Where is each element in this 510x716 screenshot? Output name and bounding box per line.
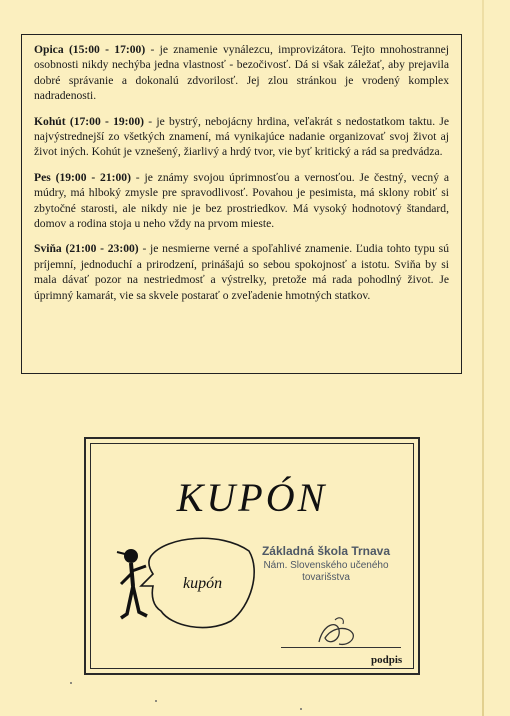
entry-kohut: [34, 114, 449, 160]
entry-time: (17:00 - 19:00): [69, 114, 144, 128]
school-stamp: [251, 544, 401, 584]
speck: [155, 700, 157, 702]
entry-text: - je známy svojou úprimnosťou a vernosťou. Je čestný, vecný a múdry, má hlboký zmysle pre spravodlivosť. Povahou je pesimista, má sklony robiť si zbytočné starosti, ale nikdy nie je bez prostriedkov. Má vysoký hodnotový štandard, domov a rodina stoja u neho vždy na prvom mieste.: [34, 170, 449, 231]
school-address: Nám. Slovenského učeného tovarišstva: [263, 560, 389, 583]
boy-with-speech-bubble-illustration: [111, 526, 261, 636]
speech-bubble-text: kupón: [183, 575, 223, 592]
entry-opica: [34, 42, 449, 104]
entry-name: Sviňa: [34, 242, 62, 256]
signature-line: [281, 647, 401, 648]
entry-text: - je znamenie vynálezcu, improvizátora. Tejto mnohostrannej osobnosti nikdy nechýba jedna vlastnosť - bezočivosť. Dá si však záležať, aby prejavila dobré správanie a dokonalú zdvorilosť. Jej zlou stránkou je vrodený komplex nadradenosti.: [34, 43, 449, 103]
signature-label: podpis: [371, 654, 403, 666]
entry-time: (21:00 - 23:00): [65, 242, 139, 256]
speck: [70, 682, 72, 684]
entry-name: Pes: [34, 170, 51, 184]
entry-name: Kohút: [34, 114, 66, 128]
entry-pes: [34, 170, 449, 232]
entry-time: (19:00 - 21:00): [55, 170, 131, 184]
school-name: Základná škola Trnava: [261, 544, 391, 558]
handwritten-signature: [309, 612, 369, 652]
horoscope-text-box: [21, 34, 462, 374]
entry-text: - je bystrý, nebojácny hrdina, veľakrát s nedostatkom taktu. Je najvýstrednejší zo všetkých znamení, má vynikajúce nadanie organizovať svoj život aj život iných. Kohút je vznešený, žiarlivý a hrdý tvor, vie byť kritický a rád sa predvádza.: [34, 114, 449, 159]
entry-text: - je nesmierne verné a spoľahlivé znamenie. Ľudia tohto typu sú príjemní, jednoduchí a prirodzení, prinášajú so sebou spokojnosť a istotu. Sviňa by si mala dávať pozor na nestriedmosť a výstrelky, pretože má rada pohodlný život. Je úprimný kamarát, vie sa skvele postarať o zveľadenie hmotných statkov.: [34, 242, 449, 302]
page-edge: [482, 0, 484, 716]
coupon-title: KUPÓN: [176, 475, 328, 520]
coupon-inner-frame: [90, 443, 414, 669]
entry-time: (15:00 - 17:00): [68, 43, 146, 56]
entry-svina: [34, 241, 449, 303]
coupon: [84, 437, 420, 675]
speck: [300, 708, 302, 710]
entry-name: Opica: [34, 43, 64, 56]
